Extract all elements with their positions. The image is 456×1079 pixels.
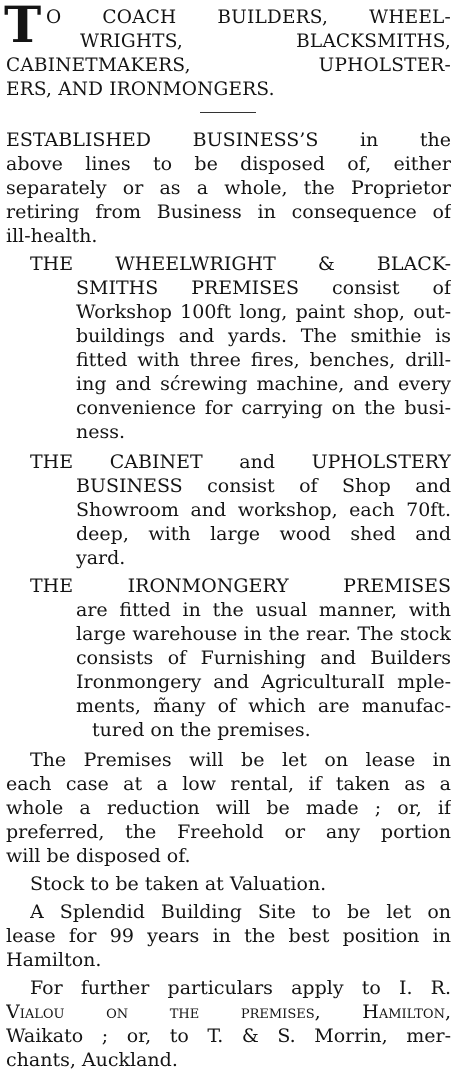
intro-line-1: ESTABLISHED BUSINESS’S in the bbox=[6, 129, 451, 151]
cabinet-line-3: Showroom and workshop, each 70ft. bbox=[76, 499, 451, 521]
intro-line-4: retiring from Business in consequence of bbox=[6, 201, 451, 223]
ironmongery-line-6: ments, m̃any of which are manufac- bbox=[76, 695, 451, 717]
wheelwright-line-5: fitted with three fires, benches, drill- bbox=[76, 349, 451, 371]
wheelwright-line-8: ness. bbox=[76, 421, 126, 443]
site-line-3: Hamilton. bbox=[6, 949, 102, 971]
intro-line-5: ill-health. bbox=[6, 225, 98, 247]
wheelwright-line-7: convenience for carrying on the busi- bbox=[76, 397, 451, 419]
heading-line-4: ERS, AND IRONMONGERS. bbox=[6, 79, 275, 100]
stock-line: Stock to be taken at Valuation. bbox=[30, 873, 327, 895]
cabinet-line-5: yard. bbox=[76, 547, 126, 569]
intro-line-2: above lines to be disposed of, either bbox=[6, 153, 451, 175]
cabinet-line-1: THE CABINET and UPHOLSTERY bbox=[30, 451, 451, 473]
wheelwright-line-1: THE WHEELWRIGHT & BLACK- bbox=[30, 253, 451, 275]
heading-line-3: CABINETMAKERS, UPHOLSTER- bbox=[6, 55, 451, 76]
site-line-2: lease for 99 years in the best position in bbox=[6, 925, 451, 947]
wheelwright-line-6: ing and sćrewing machine, and every bbox=[76, 373, 451, 395]
lease-line-4: preferred, the Freehold or any portion bbox=[6, 821, 451, 843]
cabinet-line-2: BUSINESS consist of Shop and bbox=[76, 475, 451, 497]
ironmongery-line-2: are fitted in the usual manner, with bbox=[76, 599, 451, 621]
lease-line-3: whole a reduction will be made ; or, if bbox=[6, 797, 451, 819]
lease-line-2: each case at a low rental, if taken as a bbox=[6, 773, 451, 795]
cabinet-line-4: deep, with large wood shed and bbox=[76, 523, 451, 545]
divider-rule bbox=[200, 112, 256, 113]
wheelwright-line-2: SMITHS PREMISES consist of bbox=[76, 277, 451, 299]
wheelwright-line-3: Workshop 100ft long, paint shop, out- bbox=[76, 301, 451, 323]
ironmongery-line-3: large warehouse in the rear. The stock bbox=[76, 623, 451, 645]
contact-line-4: chants, Auckland. bbox=[6, 1049, 178, 1071]
ironmongery-line-5: Ironmongery and AgriculturalI mple- bbox=[76, 671, 451, 693]
site-line-1: A Splendid Building Site to be let on bbox=[30, 901, 451, 923]
contact-line-2: Vialou on the premises, Hamilton, bbox=[6, 1001, 451, 1023]
lease-line-5: will be disposed of. bbox=[6, 845, 191, 867]
ironmongery-line-4: consists of Furnishing and Builders bbox=[76, 647, 451, 669]
heading-line-1: O COACH BUILDERS, WHEEL- bbox=[46, 7, 451, 28]
heading-line-2: WRIGHTS, BLACKSMITHS, bbox=[80, 31, 451, 52]
ironmongery-line-7: tured on the premises. bbox=[92, 719, 311, 741]
intro-line-3: separately or as a whole, the Proprietor bbox=[6, 177, 451, 199]
contact-line-3: Waikato ; or, to T. & S. Morrin, mer- bbox=[6, 1025, 451, 1047]
ironmongery-line-1: THE IRONMONGERY PREMISES bbox=[30, 575, 451, 597]
drop-cap: T bbox=[4, 0, 42, 54]
contact-line-1: For further particulars apply to I. R. bbox=[30, 977, 451, 999]
lease-line-1: The Premises will be let on lease in bbox=[30, 749, 451, 771]
wheelwright-line-4: buildings and yards. The smithie is bbox=[76, 325, 451, 347]
